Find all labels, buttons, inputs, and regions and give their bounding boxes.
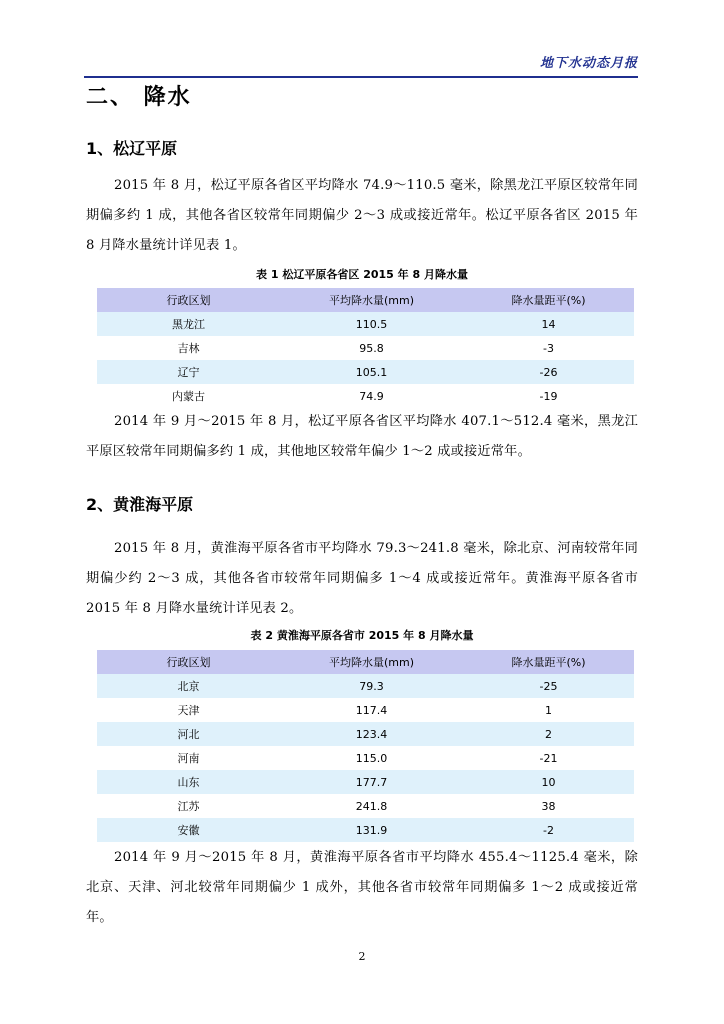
cell-anomaly: 38 [463, 794, 634, 818]
cell-avg-precip: 131.9 [280, 818, 463, 842]
header-avg-precip: 平均降水量(mm) [280, 650, 463, 674]
paragraph-songliao-1: 2015 年 8 月，松辽平原各省区平均降水 74.9～110.5 毫米，除黑龙江平原区较常年同期偏多约 1 成，其他各省区较常年同期偏少 2～3 成或接近常年。松辽平原各省区 2015 年 8 月降水量统计详见表 1。 [86, 178, 638, 253]
cell-avg-precip: 115.0 [280, 746, 463, 770]
table-row [97, 674, 634, 698]
subsection-title-huanghuaihai: 2、黄淮海平原 [86, 495, 194, 514]
table-row [97, 360, 634, 384]
paragraph-huanghuaihai-1: 2015 年 8 月，黄淮海平原各省市平均降水 79.3～241.8 毫米，除北京、河南较常年同期偏少约 2～3 成，其他各省市较常年同期偏多 1～4 成或接近常年。黄淮海平原各省市 2015 年 8 月降水量统计详见表 2。 [86, 541, 638, 616]
cell-avg-precip: 117.4 [280, 698, 463, 722]
cell-region: 吉林 [97, 336, 280, 360]
table-row [97, 384, 634, 408]
rainfall-table-1 [97, 288, 634, 408]
cell-avg-precip: 105.1 [280, 360, 463, 384]
cell-anomaly: -26 [463, 360, 634, 384]
cell-anomaly: 1 [463, 698, 634, 722]
cell-region: 安徽 [97, 818, 280, 842]
header-anomaly: 降水量距平(%) [463, 650, 634, 674]
table-row [97, 698, 634, 722]
cell-avg-precip: 79.3 [280, 674, 463, 698]
table-header-row [97, 650, 634, 674]
cell-region: 河南 [97, 746, 280, 770]
table-caption-2: 表 2 黄淮海平原各省市 2015 年 8 月降水量 [250, 629, 474, 642]
paragraph-songliao-2: 2014 年 9 月～2015 年 8 月，松辽平原各省区平均降水 407.1～512.4 毫米，黑龙江平原区较常年同期偏多约 1 成，其他地区较常年偏少 1～2 成或接近常年。 [86, 414, 638, 459]
cell-region: 山东 [97, 770, 280, 794]
cell-avg-precip: 110.5 [280, 312, 463, 336]
cell-region: 辽宁 [97, 360, 280, 384]
header-rule [84, 76, 638, 78]
cell-avg-precip: 74.9 [280, 384, 463, 408]
cell-anomaly: 2 [463, 722, 634, 746]
table-row [97, 336, 634, 360]
table-row [97, 746, 634, 770]
cell-avg-precip: 95.8 [280, 336, 463, 360]
cell-anomaly: -25 [463, 674, 634, 698]
subsection-title-songliao: 1、松辽平原 [86, 139, 178, 158]
header-avg-precip: 平均降水量(mm) [280, 288, 463, 312]
cell-anomaly: -3 [463, 336, 634, 360]
cell-region: 河北 [97, 722, 280, 746]
cell-anomaly: -2 [463, 818, 634, 842]
cell-region: 黑龙江 [97, 312, 280, 336]
header-region: 行政区划 [97, 650, 280, 674]
table-caption-1: 表 1 松辽平原各省区 2015 年 8 月降水量 [256, 268, 468, 281]
header-region: 行政区划 [97, 288, 280, 312]
cell-anomaly: 14 [463, 312, 634, 336]
table-row [97, 818, 634, 842]
table-row [97, 770, 634, 794]
paragraph-huanghuaihai-2: 2014 年 9 月～2015 年 8 月，黄淮海平原各省市平均降水 455.4～1125.4 毫米，除北京、天津、河北较常年同期偏少 1 成外，其他各省市较常年同期偏多 1～2 成或接近常年。 [86, 850, 638, 925]
table-header-row [97, 288, 634, 312]
page-number: 2 [358, 950, 366, 963]
table-row [97, 312, 634, 336]
cell-avg-precip: 177.7 [280, 770, 463, 794]
cell-region: 内蒙古 [97, 384, 280, 408]
cell-anomaly: -21 [463, 746, 634, 770]
cell-avg-precip: 241.8 [280, 794, 463, 818]
running-header: 地下水动态月报 [539, 56, 638, 71]
rainfall-table-2 [97, 650, 634, 842]
table-row [97, 722, 634, 746]
table-row [97, 794, 634, 818]
cell-region: 北京 [97, 674, 280, 698]
header-anomaly: 降水量距平(%) [463, 288, 634, 312]
cell-region: 江苏 [97, 794, 280, 818]
cell-anomaly: 10 [463, 770, 634, 794]
cell-avg-precip: 123.4 [280, 722, 463, 746]
cell-region: 天津 [97, 698, 280, 722]
cell-anomaly: -19 [463, 384, 634, 408]
section-title: 二、 降水 [86, 85, 192, 110]
